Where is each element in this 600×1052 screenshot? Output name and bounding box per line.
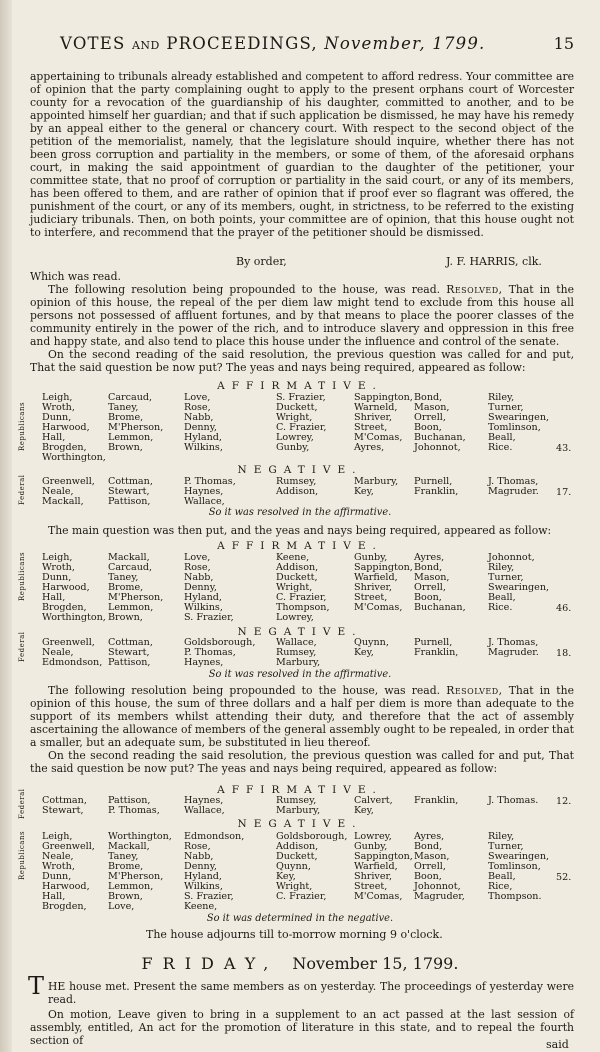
- member-name: Orrell,: [414, 412, 446, 423]
- name-column: [184, 796, 225, 816]
- name-column: [354, 796, 393, 816]
- name-column: [488, 638, 539, 658]
- member-name: Carcaud,: [108, 562, 153, 573]
- member-name: P. Thomas,: [108, 805, 160, 816]
- member-name: Leigh,: [42, 392, 73, 403]
- name-column: [354, 553, 413, 613]
- vote1-negative-list: [42, 477, 562, 507]
- member-name: Wroth,: [42, 861, 75, 872]
- member-name: Denny,: [184, 861, 217, 872]
- member-name: Dunn,: [42, 412, 72, 423]
- member-name: Rumsey,: [276, 647, 317, 658]
- member-name: Johonnot,: [488, 552, 535, 563]
- member-name: Harwood,: [42, 422, 90, 433]
- negative-heading: NEGATIVE.: [237, 626, 363, 638]
- member-name: Beall,: [488, 432, 516, 443]
- member-name: Mason,: [414, 402, 450, 413]
- motion-paragraph: On motion, Leave given to bring in a supplement to an act passed at the last session of assembly, entitled, An act for the promotion of literature in this state, and to repeal the fourth section of: [30, 1008, 574, 1047]
- member-name: Lowrey,: [276, 432, 314, 443]
- catchword: said: [546, 1038, 569, 1051]
- name-column: [184, 832, 244, 912]
- republicans-label: Republicans: [18, 401, 26, 451]
- member-name: Stewart,: [108, 486, 150, 497]
- second-reading-paragraph: On the second reading the said resolution, the previous question was called for and put, That the said question be now put? The yeas and nays being required, appeared as follow:: [30, 749, 574, 775]
- affirmative-heading: AFFIRMATIVE.: [217, 380, 383, 392]
- member-name: Haynes,: [184, 657, 224, 668]
- header-proceedings: PROCEEDINGS,: [166, 34, 318, 53]
- member-name: S. Frazier,: [184, 891, 234, 902]
- page-binding-edge: [0, 0, 12, 1052]
- member-name: Denny,: [184, 422, 217, 433]
- member-name: Cottman,: [108, 637, 153, 648]
- member-name: Buchanan,: [414, 432, 466, 443]
- page-number: 15: [553, 34, 574, 53]
- member-name: Ayres,: [354, 442, 385, 453]
- member-name: Rice.: [488, 602, 513, 613]
- member-name: Hyland,: [184, 592, 222, 603]
- member-name: Sappington,: [354, 392, 413, 403]
- member-name: Goldsborough,: [276, 831, 348, 842]
- member-name: Stewart,: [108, 647, 150, 658]
- member-name: Greenwell,: [42, 637, 95, 648]
- name-column: [354, 832, 413, 902]
- name-column: [42, 553, 106, 623]
- header-and: AND: [131, 39, 160, 52]
- member-name: Nabb,: [184, 851, 214, 862]
- header-votes: VOTES: [60, 34, 126, 53]
- name-column: [108, 638, 153, 668]
- resolution-body: That in the opinion of this house, the sum of three dollars and a half per diem is more than adequate to the support of its members whilst attending their duty, and therefore that the act of assembly ascertaining the allowance of members of the general assembly ought to be repealed, in order that a smaller, but an adequate sum, be substituted in lieu thereof.: [30, 684, 574, 749]
- member-name: Rice,: [488, 881, 513, 892]
- member-name: M'Pherson,: [108, 592, 164, 603]
- vote1-result: So it was resolved in the affirmative.: [208, 507, 392, 518]
- member-name: Shriver,: [354, 412, 393, 423]
- federal-label: Federal: [18, 474, 26, 505]
- member-name: Goldsborough,: [184, 637, 256, 648]
- member-name: M'Pherson,: [108, 871, 164, 882]
- name-column: [414, 796, 458, 806]
- member-name: Thompson.: [488, 891, 542, 902]
- vote2-affirmative-list: [42, 553, 562, 623]
- name-column: [42, 796, 87, 816]
- member-name: Addison,: [276, 841, 319, 852]
- member-name: Warneld,: [354, 402, 398, 413]
- vote3-affirmative-total: 12.: [556, 796, 572, 807]
- name-column: [414, 832, 465, 902]
- member-name: Bond,: [414, 392, 443, 403]
- member-name: Taney,: [108, 851, 139, 862]
- name-column: [276, 553, 330, 623]
- member-name: Gunby,: [354, 841, 388, 852]
- member-name: Cottman,: [42, 795, 87, 806]
- name-column: [184, 638, 255, 668]
- member-name: Dunn,: [42, 871, 72, 882]
- name-column: [108, 393, 163, 453]
- member-name: M'Pherson,: [108, 422, 164, 433]
- member-name: Duckett,: [276, 851, 318, 862]
- member-name: Riley,: [488, 392, 515, 403]
- member-name: Calvert,: [354, 795, 393, 806]
- member-name: Wallace,: [184, 496, 225, 507]
- member-name: Brome,: [108, 861, 144, 872]
- vote2-negative-total: 18.: [556, 648, 572, 659]
- member-name: Wilkins,: [184, 602, 223, 613]
- member-name: P. Thomas,: [184, 476, 236, 487]
- name-column: [414, 553, 466, 613]
- member-name: Brown,: [108, 442, 143, 453]
- member-name: Sappington,: [354, 851, 413, 862]
- name-column: [42, 638, 102, 668]
- second-resolution-paragraph: [30, 684, 574, 749]
- member-name: Wilkins,: [184, 442, 223, 453]
- name-column: [108, 796, 160, 816]
- member-name: Brogden,: [42, 901, 87, 912]
- member-name: Keene,: [184, 901, 218, 912]
- member-name: Harwood,: [42, 582, 90, 593]
- member-name: Purnell,: [414, 637, 453, 648]
- member-name: Buchanan,: [414, 602, 466, 613]
- member-name: Rose,: [184, 402, 211, 413]
- friday-motion: [30, 1008, 574, 1047]
- member-name: Hyland,: [184, 432, 222, 443]
- member-name: C. Frazier,: [276, 592, 327, 603]
- member-name: Shriver,: [354, 582, 393, 593]
- day-date: November 15, 1799.: [292, 954, 459, 973]
- member-name: Warfield,: [354, 861, 398, 872]
- member-name: Worthington,: [42, 452, 106, 463]
- member-name: Franklin,: [414, 486, 459, 497]
- member-name: Taney,: [108, 572, 139, 583]
- member-name: Wilkins,: [184, 881, 223, 892]
- member-name: Brome,: [108, 412, 144, 423]
- by-order: By order,: [236, 255, 287, 268]
- member-name: S. Frazier,: [276, 392, 326, 403]
- federal-label: Federal: [18, 631, 26, 662]
- name-column: [488, 477, 539, 497]
- member-name: Bond,: [414, 562, 443, 573]
- vote2-negative-list: [42, 638, 562, 668]
- member-name: M'Comas,: [354, 432, 403, 443]
- member-name: Key,: [354, 805, 374, 816]
- member-name: Magruder.: [488, 486, 539, 497]
- member-name: M'Comas,: [354, 891, 403, 902]
- member-name: Beall,: [488, 871, 516, 882]
- member-name: Franklin,: [414, 647, 459, 658]
- vote1-affirmative-list: [42, 393, 562, 463]
- member-name: Love,: [184, 552, 211, 563]
- committee-report-text: [30, 70, 574, 239]
- member-name: Wroth,: [42, 402, 75, 413]
- member-name: Thompson,: [276, 602, 330, 613]
- member-name: Magruder,: [414, 891, 465, 902]
- which-was-read: Which was read.: [30, 270, 121, 283]
- member-name: Riley,: [488, 562, 515, 573]
- name-column: [276, 477, 318, 497]
- member-name: Quynn,: [354, 637, 389, 648]
- member-name: Stewart,: [42, 805, 84, 816]
- vote3-negative-total: 52.: [556, 872, 572, 883]
- member-name: C. Frazier,: [276, 891, 327, 902]
- member-name: Dunn,: [42, 572, 72, 583]
- negative-heading: NEGATIVE.: [237, 818, 363, 830]
- name-column: [488, 553, 549, 613]
- resolution-intro: The following resolution being propounded to the house, was read.: [48, 283, 441, 296]
- member-name: Lemmon,: [108, 602, 154, 613]
- member-name: Brome,: [108, 582, 144, 593]
- clerk-signature: J. F. HARRIS, clk.: [446, 255, 542, 268]
- member-name: Mason,: [414, 572, 450, 583]
- member-name: Quynn,: [276, 861, 311, 872]
- member-name: Sappington,: [354, 562, 413, 573]
- member-name: Tomlinson,: [488, 861, 541, 872]
- day-heading: [0, 954, 600, 973]
- member-name: Street,: [354, 592, 388, 603]
- member-name: Denny,: [184, 582, 217, 593]
- member-name: Johonnot,: [414, 442, 461, 453]
- vote1-negative-total: 17.: [556, 487, 572, 498]
- name-column: [184, 553, 234, 623]
- member-name: Hall,: [42, 891, 66, 902]
- member-name: Tomlinson,: [488, 422, 541, 433]
- member-name: Neale,: [42, 851, 74, 862]
- negative-heading: NEGATIVE.: [237, 464, 363, 476]
- member-name: Turner,: [488, 572, 524, 583]
- member-name: Nabb,: [184, 572, 214, 583]
- member-name: Gunby,: [354, 552, 388, 563]
- member-name: Love,: [108, 901, 135, 912]
- member-name: J. Thomas,: [488, 637, 539, 648]
- name-column: [276, 832, 347, 902]
- member-name: Mackall,: [42, 496, 84, 507]
- member-name: Riley,: [488, 831, 515, 842]
- member-name: Hall,: [42, 592, 66, 603]
- member-name: Carcaud,: [108, 392, 153, 403]
- member-name: Pattison,: [108, 657, 151, 668]
- member-name: Street,: [354, 422, 388, 433]
- member-name: Addison,: [276, 486, 319, 497]
- member-name: Neale,: [42, 647, 74, 658]
- member-name: Warfield,: [354, 572, 398, 583]
- member-name: Lowrey,: [354, 831, 392, 842]
- member-name: Key,: [354, 486, 374, 497]
- member-name: Lemmon,: [108, 432, 154, 443]
- member-name: Mackall,: [108, 841, 150, 852]
- name-column: [414, 393, 466, 453]
- member-name: Key,: [354, 647, 374, 658]
- report-paragraph: appertaining to tribunals already established and competent to afford redress. Your committee are of opinion that the party complaining ought to apply to the present orphans court of Worcester county for a revocation of the guardianship of his daughter, committed to another, and to be appointed himself her guardian; and that if such application be dismissed, he may have his remedy by an appeal either to the general or chancery court. With respect to the second object of the petition of the memorialist, namely, that the legislature should inquire, whether there has not been gross corruption and partiality in the members, or some of them, of the aforesaid orphans court, in making the said appointment of guardian to the daughter of the petitioner, your committee state, that no proof of corruption or partiality in the said court, or any of its members, has been offered to them, and are rather of opinion that if proof ever so flagrant was offered, the punishment of the court, or any of its members, ought, in strictness, to be referred to the existing judiciary tribunals. Then, on both points, your committee are of opinion, that this house ought not to interfere, and recommend that the prayer of the petitioner should be dismissed.: [30, 70, 574, 239]
- name-column: [488, 796, 538, 806]
- republicans-label: Republicans: [18, 551, 26, 601]
- member-name: Brogden,: [42, 442, 87, 453]
- member-name: Leigh,: [42, 552, 73, 563]
- member-name: Turner,: [488, 402, 524, 413]
- member-name: Brogden,: [42, 602, 87, 613]
- member-name: S. Frazier,: [184, 612, 234, 623]
- member-name: Leigh,: [42, 831, 73, 842]
- member-name: Keene,: [276, 552, 310, 563]
- member-name: Wright,: [276, 881, 313, 892]
- member-name: Shriver,: [354, 871, 393, 882]
- day-name: FRIDAY,: [141, 954, 279, 973]
- main-question-line: The main question was then put, and the yeas and nays being required, appeared as follow:: [48, 524, 552, 537]
- member-name: Rumsey,: [276, 795, 317, 806]
- name-column: [108, 477, 153, 507]
- member-name: Brown,: [108, 891, 143, 902]
- name-column: [354, 477, 398, 497]
- name-column: [276, 393, 326, 453]
- member-name: P. Thomas,: [184, 647, 236, 658]
- resolved-word: Resolved,: [446, 684, 503, 697]
- member-name: Edmondson,: [184, 831, 245, 842]
- resolution-body: That in the opinion of this house, the repeal of the per diem law might tend to exclude from this house all persons not possessed of affluent fortunes, and by that means to place the poorer classes of the community entirely in the power of the rich, and to introduce slavery and oppression in this free and happy state, and also tend to place this house under the influence and control of the senate.: [30, 283, 574, 348]
- member-name: C. Frazier,: [276, 422, 327, 433]
- name-column: [414, 638, 458, 658]
- vote3-affirmative-list: [42, 796, 562, 816]
- member-name: Boon,: [414, 592, 442, 603]
- member-name: Greenwell,: [42, 841, 95, 852]
- member-name: Boon,: [414, 422, 442, 433]
- member-name: Brown,: [108, 612, 143, 623]
- member-name: Marbury,: [354, 476, 399, 487]
- member-name: Rumsey,: [276, 476, 317, 487]
- member-name: Wroth,: [42, 562, 75, 573]
- member-name: Marbury,: [276, 657, 321, 668]
- header-date: November, 1799.: [324, 34, 486, 53]
- member-name: Duckett,: [276, 402, 318, 413]
- resolved-word: Resolved,: [446, 283, 503, 296]
- name-column: [184, 393, 223, 453]
- member-name: J. Thomas,: [488, 476, 539, 487]
- member-name: Ayres,: [414, 831, 445, 842]
- vote1-affirmative-total: 43.: [556, 443, 572, 454]
- member-name: Orrell,: [414, 861, 446, 872]
- member-name: Wright,: [276, 582, 313, 593]
- vote2-result: So it was resolved in the affirmative.: [208, 669, 392, 680]
- member-name: Wallace,: [276, 637, 317, 648]
- member-name: Rose,: [184, 841, 211, 852]
- member-name: Marbury,: [276, 805, 321, 816]
- member-name: Bond,: [414, 841, 443, 852]
- name-column: [354, 393, 413, 453]
- member-name: Boon,: [414, 871, 442, 882]
- affirmative-heading: AFFIRMATIVE.: [217, 540, 383, 552]
- member-name: Beall,: [488, 592, 516, 603]
- member-name: Lowrey,: [276, 612, 314, 623]
- vote3-result: So it was determined in the negative.: [206, 913, 394, 924]
- affirmative-heading: AFFIRMATIVE.: [217, 784, 383, 796]
- member-name: Swearingen,: [488, 412, 550, 423]
- member-name: Johonnot,: [414, 881, 461, 892]
- republicans-label: Republicans: [18, 830, 26, 880]
- second-reading-paragraph: On the second reading of the said resolution, the previous question was called for and put, That the said question be now put? The yeas and nays being required, appeared as follow:: [30, 348, 574, 374]
- member-name: Ayres,: [414, 552, 445, 563]
- member-name: Mackall,: [108, 552, 150, 563]
- member-name: Gunby,: [276, 442, 310, 453]
- friday-proceedings: [48, 980, 574, 1006]
- adjourn-line: The house adjourns till to-morrow morning 9 o'clock.: [146, 928, 443, 941]
- member-name: Pattison,: [108, 496, 151, 507]
- member-name: Wright,: [276, 412, 313, 423]
- member-name: Nabb,: [184, 412, 214, 423]
- member-name: Rose,: [184, 562, 211, 573]
- header-title: [60, 34, 486, 53]
- member-name: Worthington,: [108, 831, 172, 842]
- member-name: Orrell,: [414, 582, 446, 593]
- name-column: [42, 832, 95, 912]
- running-header: [60, 34, 580, 64]
- name-column: [488, 393, 549, 453]
- name-column: [414, 477, 458, 497]
- member-name: Franklin,: [414, 795, 459, 806]
- member-name: Harwood,: [42, 881, 90, 892]
- member-name: Edmondson,: [42, 657, 103, 668]
- member-name: Swearingen,: [488, 851, 550, 862]
- name-column: [354, 638, 389, 658]
- vote3-negative-list: [42, 832, 562, 912]
- member-name: Hyland,: [184, 871, 222, 882]
- member-name: Magruder.: [488, 647, 539, 658]
- member-name: Street,: [354, 881, 388, 892]
- member-name: Greenwell,: [42, 476, 95, 487]
- member-name: Pattison,: [108, 795, 151, 806]
- member-name: Hall,: [42, 432, 66, 443]
- member-name: Wallace,: [184, 805, 225, 816]
- member-name: Haynes,: [184, 795, 224, 806]
- name-column: [488, 832, 549, 902]
- vote2-affirmative-total: 46.: [556, 603, 572, 614]
- member-name: Rice.: [488, 442, 513, 453]
- member-name: J. Thomas.: [488, 795, 539, 806]
- member-name: Key,: [276, 871, 296, 882]
- member-name: Mason,: [414, 851, 450, 862]
- member-name: Cottman,: [108, 476, 153, 487]
- member-name: Love,: [184, 392, 211, 403]
- member-name: Haynes,: [184, 486, 224, 497]
- name-column: [184, 477, 236, 507]
- member-name: Neale,: [42, 486, 74, 497]
- member-name: Turner,: [488, 841, 524, 852]
- member-name: Duckett,: [276, 572, 318, 583]
- name-column: [108, 832, 172, 912]
- federal-label: Federal: [18, 788, 26, 819]
- member-name: M'Comas,: [354, 602, 403, 613]
- member-name: Swearingen,: [488, 582, 550, 593]
- name-column: [42, 393, 106, 463]
- house-met-paragraph: HE house met. Present the same members as on yesterday. The proceedings of yesterday were read.: [48, 980, 574, 1006]
- name-column: [276, 638, 320, 668]
- name-column: [276, 796, 320, 816]
- name-column: [42, 477, 95, 507]
- first-resolution-text: [30, 270, 574, 374]
- member-name: Purnell,: [414, 476, 453, 487]
- first-resolution-paragraph: [30, 283, 574, 348]
- member-name: Taney,: [108, 402, 139, 413]
- resolution-intro: The following resolution being propounded to the house, was read.: [48, 684, 441, 697]
- member-name: Lemmon,: [108, 881, 154, 892]
- name-column: [108, 553, 163, 623]
- member-name: Worthington,: [42, 612, 106, 623]
- drop-cap: T: [28, 972, 45, 1000]
- second-resolution-text: [30, 684, 574, 775]
- main-question-text: [30, 524, 574, 537]
- member-name: Addison,: [276, 562, 319, 573]
